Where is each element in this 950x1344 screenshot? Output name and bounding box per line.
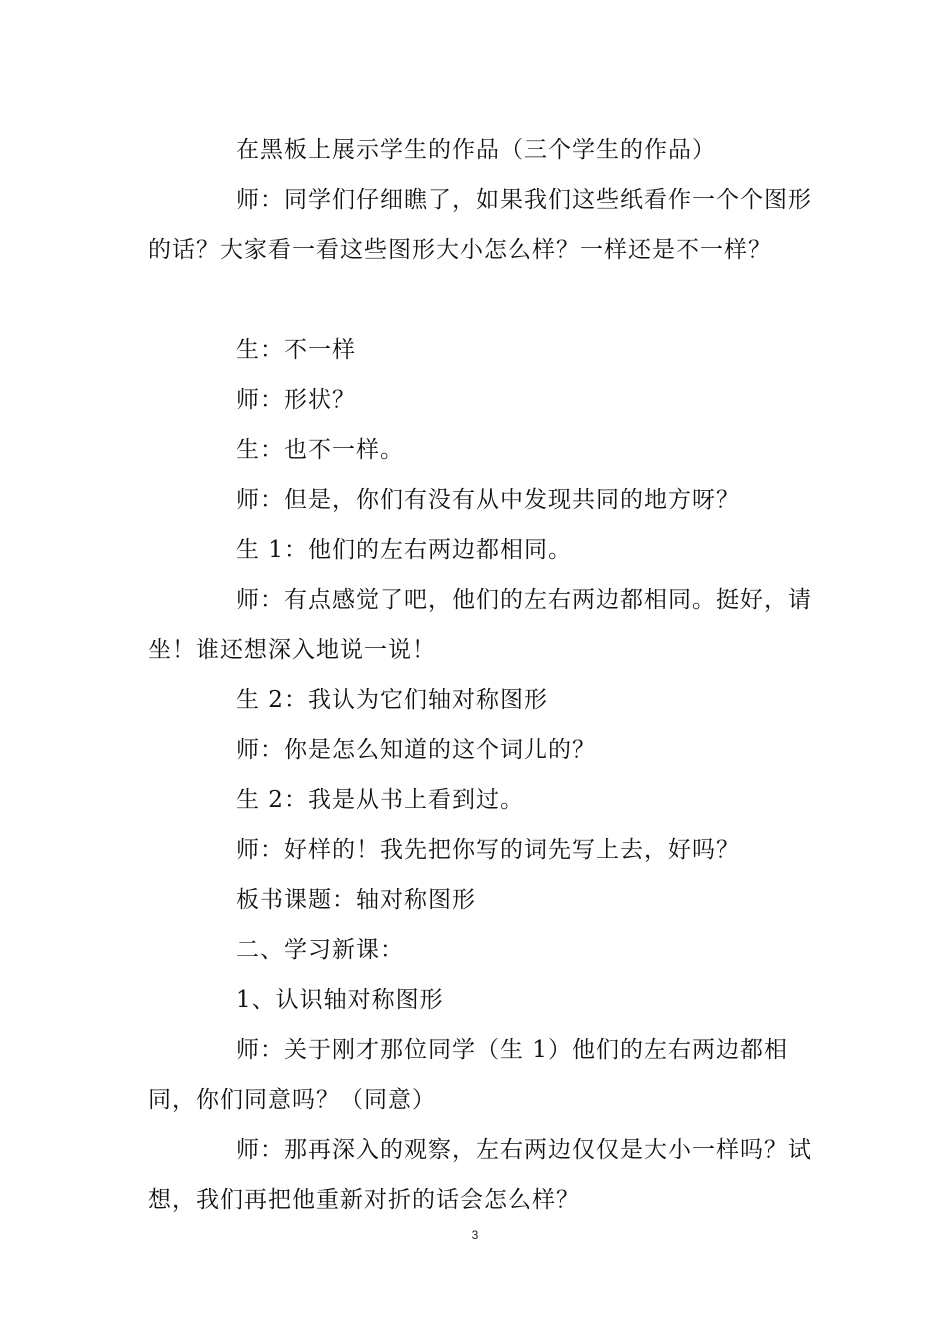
subsection-heading-recognize: 1、认识轴对称图形: [236, 987, 444, 1013]
paragraph-teacher-agree: 师：关于刚才那位同学（生 1）他们的左右两边都相同，你们同意吗？（同意）: [148, 1037, 788, 1113]
paragraph-display-works: 在黑板上展示学生的作品（三个学生的作品）: [236, 137, 716, 163]
paragraph-teacher-write: 师：好样的！我先把你写的词先写上去，好吗？: [236, 837, 740, 863]
paragraph-student2-book: 生 2：我是从书上看到过。: [236, 787, 524, 813]
paragraph-teacher-shape: 师：形状？: [236, 387, 356, 413]
paragraph-student-also-not-same: 生：也不一样。: [236, 437, 404, 463]
paragraph-student2-axis: 生 2：我认为它们轴对称图形: [236, 687, 548, 713]
paragraph-teacher-feeling: 师：有点感觉了吧，他们的左右两边都相同。挺好，请坐！谁还想深入地说一说！: [148, 587, 812, 663]
section-heading-new-lesson: 二、学习新课：: [236, 937, 404, 963]
paragraph-student-not-same: 生：不一样: [236, 337, 356, 363]
paragraph-teacher-how-know: 师：你是怎么知道的这个词儿的？: [236, 737, 596, 763]
paragraph-teacher-question-size: 师：同学们仔细瞧了，如果我们这些纸看作一个个图形的话？大家看一看这些图形大小怎么样？一样还是不一样？: [148, 187, 812, 263]
paragraph-teacher-common: 师：但是，你们有没有从中发现共同的地方呀？: [236, 487, 740, 513]
page-number: 3: [471, 1228, 479, 1242]
paragraph-board-title: 板书课题：轴对称图形: [236, 887, 476, 913]
paragraph-student1-answer: 生 1：他们的左右两边都相同。: [236, 537, 572, 563]
paragraph-teacher-observe: 师：那再深入的观察，左右两边仅仅是大小一样吗？试想，我们再把他重新对折的话会怎么样？: [148, 1137, 812, 1213]
